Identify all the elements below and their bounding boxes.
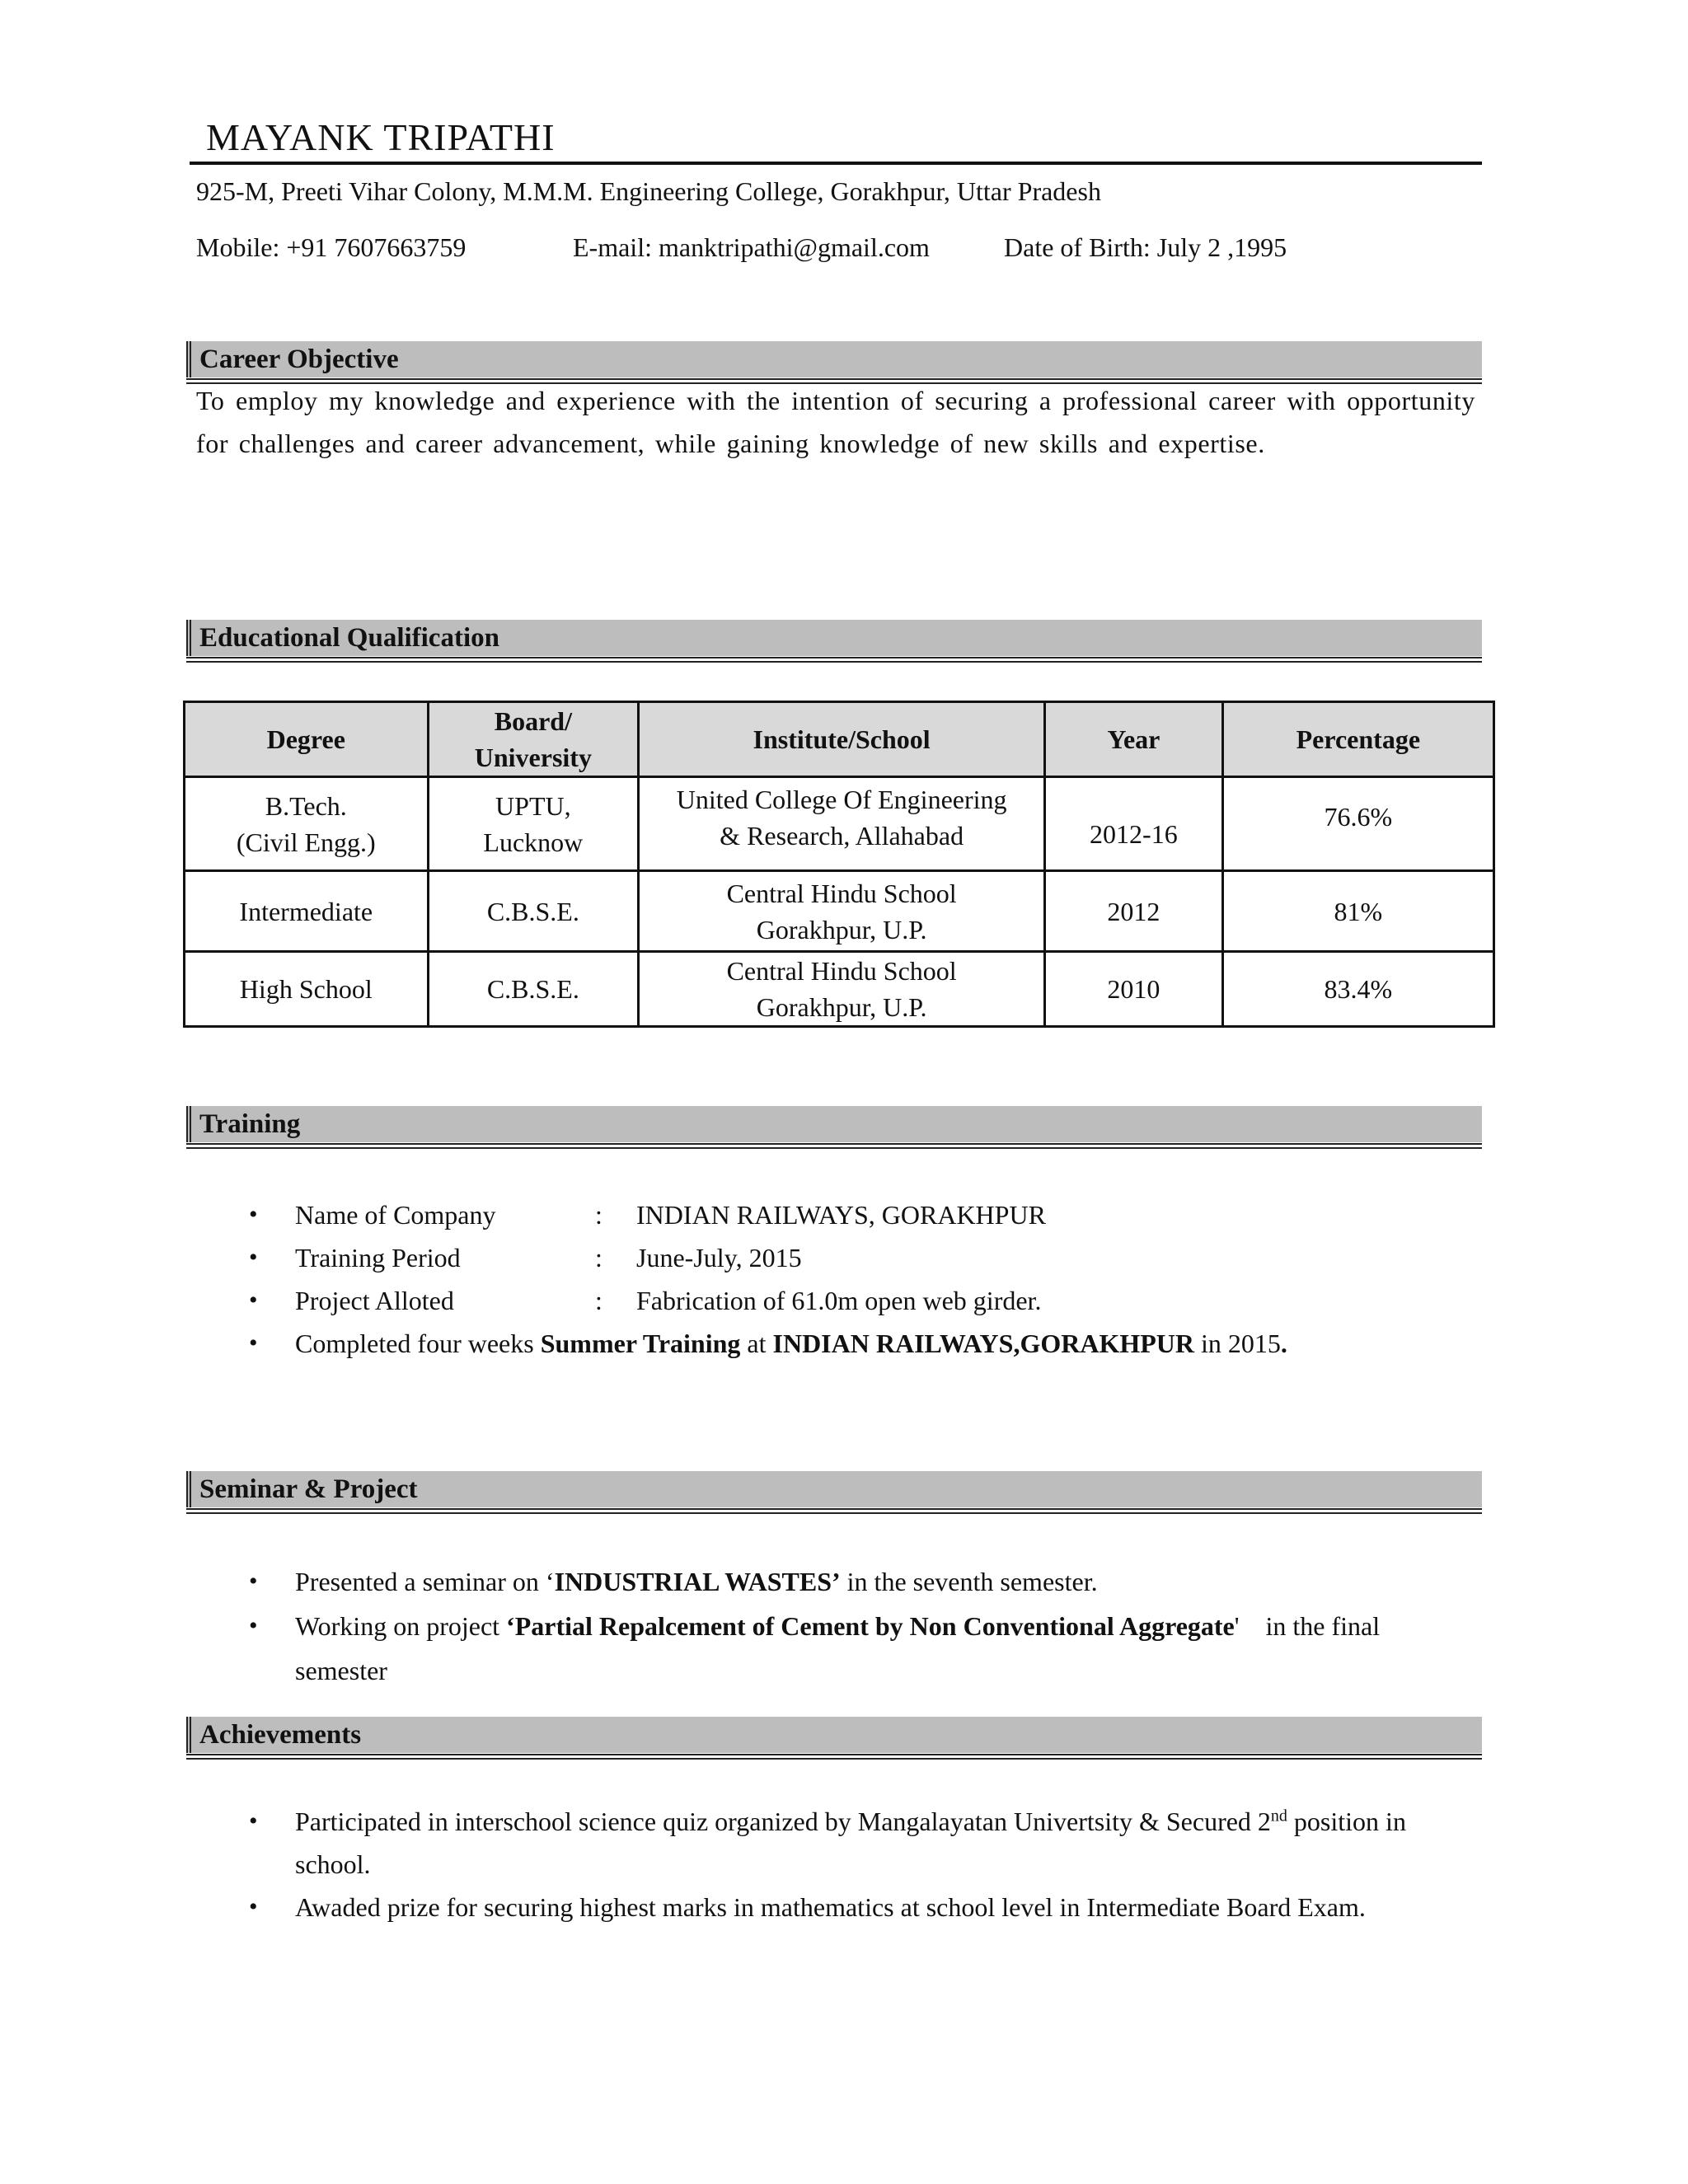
achievements-list (249, 1800, 1465, 1929)
address: 925-M, Preeti Vihar Colony, M.M.M. Engineering College, Gorakhpur, Uttar Pradesh (196, 176, 1101, 206)
cell-institute: Central Hindu School Gorakhpur, U.P. (639, 952, 1045, 1027)
education-table (183, 701, 1495, 1028)
cell-percentage: 83.4% (1222, 952, 1493, 1027)
bullet-icon: • (249, 1807, 258, 1835)
list-item: • Working on project ‘Partial Repalcement of Cement by Non Conventional Aggregate' in the final semester (295, 1604, 1465, 1693)
cell-board: UPTU, Lucknow (428, 777, 639, 871)
cell-degree: High School (185, 952, 429, 1027)
cell-degree: B.Tech. (Civil Engg.) (185, 777, 429, 871)
email: E-mail: manktripathi@gmail.com (573, 232, 930, 262)
mobile: Mobile: +91 7607663759 (196, 232, 467, 262)
section-title: Training (199, 1109, 301, 1139)
table-row (185, 871, 1494, 952)
bullet-icon: • (249, 1568, 258, 1595)
list-item: • Participated in interschool science quiz organized by Mangalayatan Univertsity & Secured 2nd position in school. (295, 1800, 1465, 1886)
cell-institute: United College Of Engineering & Research, Allahabad (639, 777, 1045, 871)
section-header-career-objective (186, 341, 1482, 377)
date-of-birth: Date of Birth: July 2 ,1995 (1004, 232, 1287, 262)
section-title: Achievements (199, 1720, 362, 1750)
training-list (249, 1193, 1482, 1365)
cell-year: 2010 (1045, 952, 1223, 1027)
cell-board: C.B.S.E. (428, 952, 639, 1027)
column-header-board: Board/ University (428, 702, 639, 777)
list-item: • Completed four weeks Summer Training at INDIAN RAILWAYS,GORAKHPUR in 2015. (295, 1322, 1482, 1365)
column-header-degree: Degree (185, 702, 429, 777)
section-header-training (186, 1106, 1482, 1142)
seminar-list (249, 1559, 1465, 1693)
list-item: • Name of Company : INDIAN RAILWAYS, GORAKHPUR (295, 1193, 1482, 1236)
list-item: • Awaded prize for securing highest marks in mathematics at school level in Intermediate Board Exam. (295, 1886, 1465, 1929)
cell-percentage: 81% (1222, 871, 1493, 952)
list-item: • Project Alloted : Fabrication of 61.0m open web girder. (295, 1279, 1482, 1322)
cell-institute: Central Hindu School Gorakhpur, U.P. (639, 871, 1045, 952)
table-row (185, 952, 1494, 1027)
section-header-achievements (186, 1717, 1482, 1753)
section-header-seminar-project (186, 1471, 1482, 1507)
cell-year: 2012 (1045, 871, 1223, 952)
section-header-education (186, 620, 1482, 656)
column-header-year: Year (1045, 702, 1223, 777)
bullet-icon: • (249, 1286, 258, 1314)
table-row (185, 777, 1494, 871)
bullet-icon: • (249, 1893, 258, 1920)
cell-degree: Intermediate (185, 871, 429, 952)
section-title: Career Objective (199, 344, 399, 374)
name-underline (190, 162, 1482, 165)
column-header-percentage: Percentage (1222, 702, 1493, 777)
cell-year: 2012-16 (1045, 777, 1223, 871)
career-objective-text: To employ my knowledge and experience with the intention of securing a professional career with opportunity for challenges and career advancement, while gaining knowledge of new skills and expertise. (196, 386, 1475, 458)
list-item: • Presented a seminar on ‘INDUSTRIAL WASTES’ in the seventh semester. (295, 1559, 1465, 1604)
list-item: • Training Period : June-July, 2015 (295, 1236, 1482, 1279)
column-header-institute: Institute/School (639, 702, 1045, 777)
bullet-icon: • (249, 1244, 258, 1271)
bullet-icon: • (249, 1612, 258, 1639)
table-header-row (185, 702, 1494, 777)
bullet-icon: • (249, 1201, 258, 1228)
section-title: Educational Qualification (199, 623, 499, 653)
candidate-name: MAYANK TRIPATHI (206, 116, 556, 158)
bullet-icon: • (249, 1329, 258, 1357)
cell-percentage: 76.6% (1222, 777, 1493, 871)
cell-board: C.B.S.E. (428, 871, 639, 952)
section-title: Seminar & Project (199, 1474, 418, 1504)
